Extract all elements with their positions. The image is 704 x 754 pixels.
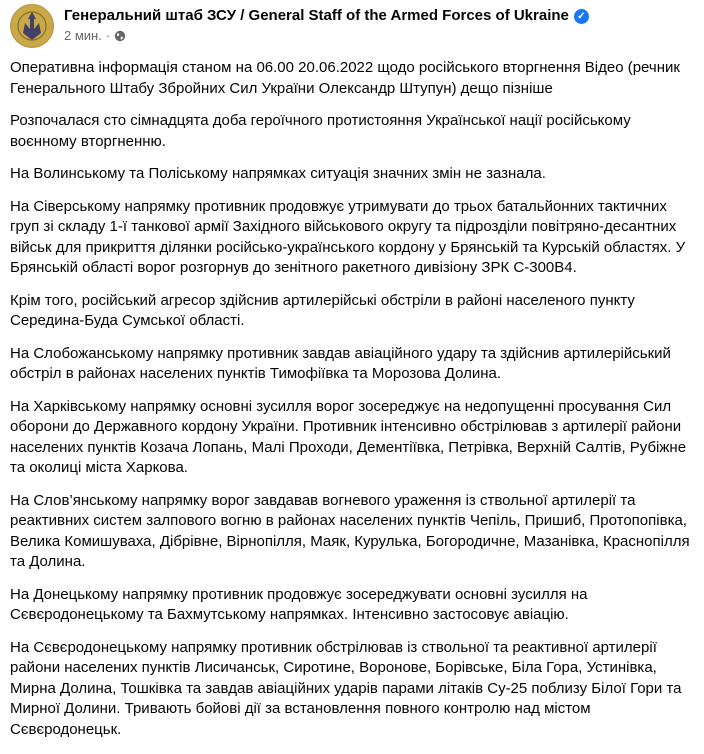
post-paragraph: Розпочалася сто сімнадцята доба героїчного протистояння Української нації російському воєнному вторгненню. bbox=[10, 112, 631, 150]
page-name-row bbox=[64, 6, 589, 26]
post-body bbox=[10, 58, 694, 752]
post-paragraph: На Слобожанському напрямку противник завдав авіаційного удару та здійснив артилерійський обстріл в районах населених пунктів Тимофіївка та Морозова Долина. bbox=[10, 344, 671, 382]
trident-emblem-icon bbox=[17, 9, 47, 43]
post-paragraph: На Волинському та Поліському напрямках ситуація значних змін не зазнала. bbox=[10, 165, 546, 182]
post-paragraph: На Донецькому напрямку противник продовжує зосереджувати основні зусилля на Сєвєродонецькому та Бахмутському напрямках. Інтенсивно застосовує авіацію. bbox=[10, 585, 588, 623]
post-paragraph: На Сєвєродонецькому напрямку противник обстрілював із ствольної та реактивної артилерії райони населених пунктів Лисичанськ, Сиротине, Воронове, Борівське, Біла Гора, Устинівка, Мирна Долина, Тошківка та завдав авіаційних ударів парами літаків Су-25 поблизу Білої Гори та Мирної Долини. Тривають бойові дії за встановлення повного контролю над містом Сєвєродонецьк. bbox=[10, 638, 682, 738]
post-paragraph: На Сіверському напрямку противник продовжує утримувати до трьох батальйонних тактичних груп зі складу 1-ї танкової армії Західного військового округу та підрозділи повітряно-десантних військ для прикриття ділянки російсько-українського кордону у Брянській та Курській областях. У Брянській області ворог розгорнув до зенітного ракетного дивізіону ЗРК С-300В4. bbox=[10, 197, 686, 276]
globe-icon[interactable] bbox=[114, 30, 126, 42]
post-timestamp[interactable]: 2 мин. bbox=[64, 28, 102, 43]
page-name-link[interactable]: Генеральний штаб ЗСУ / General Staff of the Armed Forces of Ukraine bbox=[64, 7, 569, 24]
post-paragraph: На Слов’янському напрямку ворог завдавав вогневого ураження із ствольної артилерії та реактивних систем залпового вогню в районах населених пунктів Чепіль, Пришиб, Протопопівка, Велика Комишуваха, Дібрівне, Вірнопілля, Маяк, Курулька, Богородичне, Мазанівка, Краснопілля та Долина. bbox=[10, 491, 690, 570]
emblem-avatar-icon[interactable] bbox=[10, 4, 54, 48]
post-paragraph: На Харківському напрямку основні зусилля ворог зосереджує на недопущенні просування Сил оборони до Державного кордону України. Противник інтенсивно обстрілював з артилерії райони населених пунктів Козача Лопань, Малі Проходи, Дементіївка, Петрівка, Верхній Салтів, Рубіжне та околиці міста Харкова. bbox=[10, 397, 687, 476]
verified-badge-icon: ✓ bbox=[574, 9, 589, 24]
post-paragraph: Оперативна інформація станом на 06.00 20.06.2022 щодо російського вторгнення Відео (речник Генерального Штабу Збройних Сил України Олександр Штупун) дещо пізніше bbox=[10, 59, 680, 97]
post-header bbox=[10, 4, 694, 54]
post-time-row bbox=[64, 27, 589, 45]
post-paragraph: Крім того, російський агресор здійснив артилерійські обстріли в районі населеного пункту Середина-Буда Сумської області. bbox=[10, 291, 635, 329]
post-meta bbox=[64, 4, 589, 45]
separator-dot: · bbox=[105, 28, 111, 43]
